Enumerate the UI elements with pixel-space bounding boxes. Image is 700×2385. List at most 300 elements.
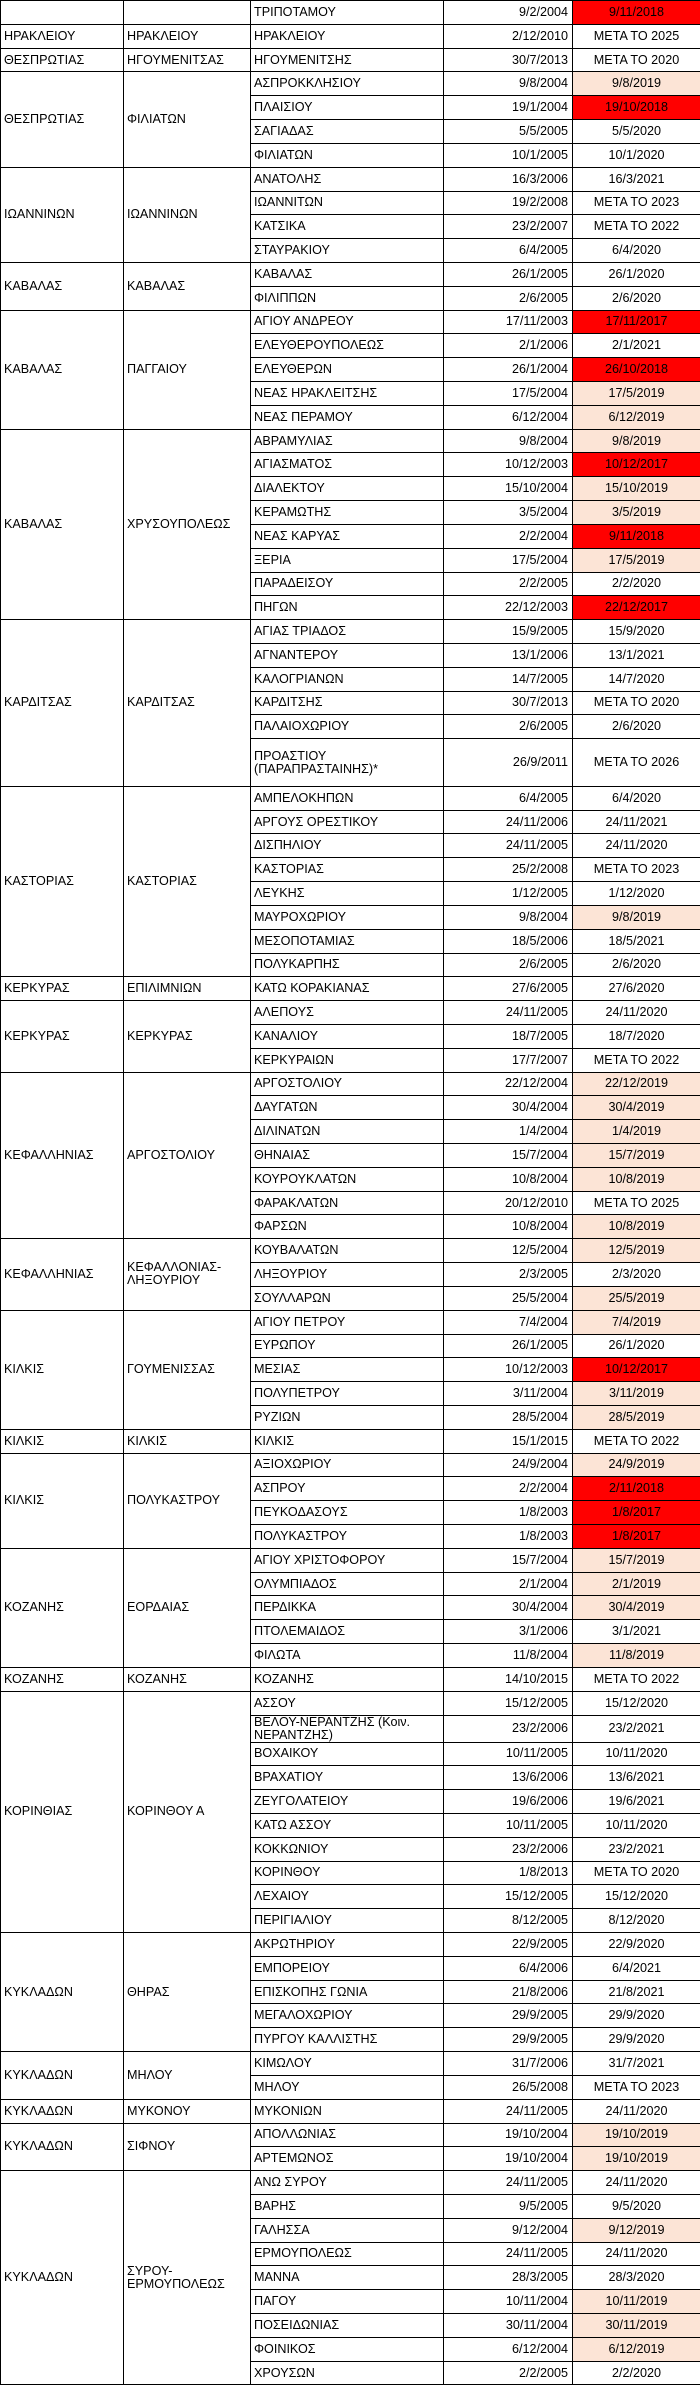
start-date-cell: 5/5/2005 xyxy=(444,120,573,144)
community-cell: ΚΙΜΩΛΟΥ xyxy=(251,2052,444,2076)
table-row xyxy=(1,1,700,25)
end-date-cell: 8/12/2020 xyxy=(573,1909,700,1933)
start-date-cell: 13/6/2006 xyxy=(444,1766,573,1790)
community-cell: ΚΑΡΔΙΤΣΗΣ xyxy=(251,691,444,715)
end-date-cell: 15/10/2019 xyxy=(573,477,700,501)
start-date-cell: 15/12/2005 xyxy=(444,1691,573,1715)
end-date-cell: 11/8/2019 xyxy=(573,1644,700,1668)
community-cell: ΑΓΙΟΥ ΠΕΤΡΟΥ xyxy=(251,1310,444,1334)
start-date-cell: 7/4/2004 xyxy=(444,1310,573,1334)
start-date-cell: 1/8/2003 xyxy=(444,1501,573,1525)
end-date-cell: 10/8/2019 xyxy=(573,1215,700,1239)
start-date-cell: 10/11/2005 xyxy=(444,1813,573,1837)
prefecture-cell: ΚΟΡΙΝΘΙΑΣ xyxy=(1,1691,124,1932)
start-date-cell: 24/11/2005 xyxy=(444,2171,573,2195)
table-row xyxy=(1,2123,700,2147)
start-date-cell: 2/6/2005 xyxy=(444,715,573,739)
prefecture-cell: ΚΑΡΔΙΤΣΑΣ xyxy=(1,620,124,787)
district-cell: ΜΗΛΟΥ xyxy=(124,2052,251,2100)
start-date-cell: 10/12/2003 xyxy=(444,453,573,477)
end-date-cell: 2/3/2020 xyxy=(573,1263,700,1287)
district-cell: ΚΑΒΑΛΑΣ xyxy=(124,262,251,310)
end-date-cell: ΜΕΤΑ ΤΟ 2020 xyxy=(573,1861,700,1885)
community-cell: ΦΙΛΙΑΤΩΝ xyxy=(251,143,444,167)
table-body xyxy=(1,1,700,2385)
start-date-cell: 30/4/2004 xyxy=(444,1596,573,1620)
end-date-cell: 6/4/2020 xyxy=(573,786,700,810)
end-date-cell: ΜΕΤΑ ΤΟ 2025 xyxy=(573,1191,700,1215)
end-date-cell: 6/12/2019 xyxy=(573,2337,700,2361)
start-date-cell: 2/6/2005 xyxy=(444,286,573,310)
community-cell: ΑΛΕΠΟΥΣ xyxy=(251,1001,444,1025)
start-date-cell: 2/3/2005 xyxy=(444,1263,573,1287)
start-date-cell: 22/9/2005 xyxy=(444,1933,573,1957)
community-cell: ΠΥΡΓΟΥ ΚΑΛΛΙΣΤΗΣ xyxy=(251,2028,444,2052)
community-cell: ΦΑΡΣΩΝ xyxy=(251,1215,444,1239)
start-date-cell: 15/7/2004 xyxy=(444,1144,573,1168)
start-date-cell: 1/12/2005 xyxy=(444,882,573,906)
end-date-cell: 22/9/2020 xyxy=(573,1933,700,1957)
district-cell: ΜΥΚΟΝΟΥ xyxy=(124,2099,251,2123)
community-cell: ΑΓΙΑΣ ΤΡΙΑΔΟΣ xyxy=(251,620,444,644)
start-date-cell: 6/12/2004 xyxy=(444,2337,573,2361)
end-date-cell: 1/12/2020 xyxy=(573,882,700,906)
district-cell: ΑΡΓΟΣΤΟΛΙΟΥ xyxy=(124,1072,251,1239)
prefecture-cell: ΚΕΡΚΥΡΑΣ xyxy=(1,1001,124,1072)
table-row xyxy=(1,429,700,453)
community-cell: ΗΡΑΚΛΕΙΟΥ xyxy=(251,24,444,48)
table-row xyxy=(1,72,700,96)
community-cell: ΔΙΣΠΗΛΙΟΥ xyxy=(251,834,444,858)
end-date-cell: 9/11/2018 xyxy=(573,524,700,548)
community-cell: ΑΣΠΡΟΥ xyxy=(251,1477,444,1501)
table-row xyxy=(1,1239,700,1263)
end-date-cell: 26/10/2018 xyxy=(573,358,700,382)
table-row xyxy=(1,1933,700,1957)
end-date-cell: 13/1/2021 xyxy=(573,643,700,667)
community-cell: ΑΚΡΩΤΗΡΙΟΥ xyxy=(251,1933,444,1957)
end-date-cell: 9/8/2019 xyxy=(573,72,700,96)
prefecture-cell: ΚΑΒΑΛΑΣ xyxy=(1,310,124,429)
community-cell: ΖΕΥΓΟΛΑΤΕΙΟΥ xyxy=(251,1790,444,1814)
start-date-cell: 3/5/2004 xyxy=(444,501,573,525)
end-date-cell: 16/3/2021 xyxy=(573,167,700,191)
end-date-cell: ΜΕΤΑ ΤΟ 2020 xyxy=(573,691,700,715)
start-date-cell: 2/2/2005 xyxy=(444,2361,573,2385)
start-date-cell: 25/2/2008 xyxy=(444,858,573,882)
community-cell: ΑΒΡΑΜΥΛΙΑΣ xyxy=(251,429,444,453)
prefecture-cell: ΘΕΣΠΡΩΤΙΑΣ xyxy=(1,48,124,72)
prefecture-cell: ΚΑΒΑΛΑΣ xyxy=(1,429,124,620)
community-cell: ΑΞΙΟΧΩΡΙΟΥ xyxy=(251,1453,444,1477)
end-date-cell: 13/6/2021 xyxy=(573,1766,700,1790)
start-date-cell: 19/10/2004 xyxy=(444,2123,573,2147)
start-date-cell: 19/10/2004 xyxy=(444,2147,573,2171)
end-date-cell: 22/12/2019 xyxy=(573,1072,700,1096)
district-cell: ΗΡΑΚΛΕΙΟΥ xyxy=(124,24,251,48)
end-date-cell: ΜΕΤΑ ΤΟ 2022 xyxy=(573,1048,700,1072)
prefecture-cell: ΚΑΣΤΟΡΙΑΣ xyxy=(1,786,124,977)
prefecture-cell: ΘΕΣΠΡΩΤΙΑΣ xyxy=(1,72,124,167)
community-cell: ΡΥΖΙΩΝ xyxy=(251,1405,444,1429)
district-cell: ΦΙΛΙΑΤΩΝ xyxy=(124,72,251,167)
community-cell: ΝΕΑΣ ΚΑΡΥΑΣ xyxy=(251,524,444,548)
prefecture-cell: ΚΙΛΚΙΣ xyxy=(1,1310,124,1429)
end-date-cell: 30/4/2019 xyxy=(573,1596,700,1620)
end-date-cell: 6/4/2020 xyxy=(573,239,700,263)
community-cell: ΑΠΟΛΛΩΝΙΑΣ xyxy=(251,2123,444,2147)
start-date-cell: 26/1/2005 xyxy=(444,1334,573,1358)
prefecture-cell: ΚΕΦΑΛΛΗΝΙΑΣ xyxy=(1,1239,124,1310)
start-date-cell: 3/11/2004 xyxy=(444,1382,573,1406)
start-date-cell: 30/7/2013 xyxy=(444,691,573,715)
start-date-cell: 2/1/2006 xyxy=(444,334,573,358)
end-date-cell: 17/5/2019 xyxy=(573,382,700,406)
community-cell: ΔΙΛΙΝΑΤΩΝ xyxy=(251,1120,444,1144)
community-cell: ΒΑΡΗΣ xyxy=(251,2194,444,2218)
end-date-cell: 19/10/2019 xyxy=(573,2123,700,2147)
end-date-cell: 24/11/2020 xyxy=(573,834,700,858)
end-date-cell: 2/6/2020 xyxy=(573,953,700,977)
start-date-cell: 19/1/2004 xyxy=(444,96,573,120)
community-cell: ΜΑΥΡΟΧΩΡΙΟΥ xyxy=(251,905,444,929)
end-date-cell: 2/11/2018 xyxy=(573,1477,700,1501)
community-cell: ΓΑΛΗΣΣΑ xyxy=(251,2218,444,2242)
prefecture-cell: ΚΥΚΛΑΔΩΝ xyxy=(1,2171,124,2385)
community-cell: ΕΠΙΣΚΟΠΗΣ ΓΩΝΙΑ xyxy=(251,1980,444,2004)
start-date-cell: 12/5/2004 xyxy=(444,1239,573,1263)
start-date-cell: 11/8/2004 xyxy=(444,1644,573,1668)
community-cell: ΑΓΙΟΥ ΧΡΙΣΤΟΦΟΡΟΥ xyxy=(251,1548,444,1572)
community-cell: ΚΕΡΑΜΩΤΗΣ xyxy=(251,501,444,525)
start-date-cell: 9/8/2004 xyxy=(444,905,573,929)
table-row xyxy=(1,977,700,1001)
end-date-cell: 15/9/2020 xyxy=(573,620,700,644)
community-cell: ΠΟΛΥΠΕΤΡΟΥ xyxy=(251,1382,444,1406)
community-cell: ΜΕΓΑΛΟΧΩΡΙΟΥ xyxy=(251,2004,444,2028)
start-date-cell: 17/7/2007 xyxy=(444,1048,573,1072)
end-date-cell: 15/7/2019 xyxy=(573,1144,700,1168)
community-cell: ΜΥΚΟΝΙΩΝ xyxy=(251,2099,444,2123)
community-cell: ΟΛΥΜΠΙΑΔΟΣ xyxy=(251,1572,444,1596)
end-date-cell: ΜΕΤΑ ΤΟ 2023 xyxy=(573,2075,700,2099)
community-cell: ΚΑΝΑΛΙΟΥ xyxy=(251,1024,444,1048)
start-date-cell: 24/11/2005 xyxy=(444,2242,573,2266)
start-date-cell: 17/11/2003 xyxy=(444,310,573,334)
start-date-cell: 10/12/2003 xyxy=(444,1358,573,1382)
end-date-cell: 23/2/2021 xyxy=(573,1715,700,1742)
start-date-cell: 19/2/2008 xyxy=(444,191,573,215)
community-cell: ΚΕΡΚΥΡΑΙΩΝ xyxy=(251,1048,444,1072)
end-date-cell: 2/2/2020 xyxy=(573,2361,700,2385)
table-row xyxy=(1,24,700,48)
community-cell: ΒΟΧΑΙΚΟΥ xyxy=(251,1742,444,1766)
end-date-cell: 17/11/2017 xyxy=(573,310,700,334)
community-cell: ΠΗΓΩΝ xyxy=(251,596,444,620)
start-date-cell: 8/12/2005 xyxy=(444,1909,573,1933)
start-date-cell: 29/9/2005 xyxy=(444,2028,573,2052)
end-date-cell: 25/5/2019 xyxy=(573,1286,700,1310)
end-date-cell: 26/1/2020 xyxy=(573,262,700,286)
table-row xyxy=(1,2171,700,2195)
prefecture-cell: ΚΥΚΛΑΔΩΝ xyxy=(1,2052,124,2100)
start-date-cell: 2/2/2004 xyxy=(444,524,573,548)
end-date-cell: 10/11/2019 xyxy=(573,2290,700,2314)
end-date-cell: 10/12/2017 xyxy=(573,1358,700,1382)
community-cell: ΠΑΛΑΙΟΧΩΡΙΟΥ xyxy=(251,715,444,739)
prefecture-cell: ΚΕΦΑΛΛΗΝΙΑΣ xyxy=(1,1072,124,1239)
table-row xyxy=(1,310,700,334)
start-date-cell: 22/12/2003 xyxy=(444,596,573,620)
start-date-cell: 26/1/2005 xyxy=(444,262,573,286)
district-cell: ΘΗΡΑΣ xyxy=(124,1933,251,2052)
end-date-cell: 30/4/2019 xyxy=(573,1096,700,1120)
community-cell: ΚΑΤΩ ΑΣΣΟΥ xyxy=(251,1813,444,1837)
community-cell: ΕΛΕΥΘΕΡΩΝ xyxy=(251,358,444,382)
community-cell: ΚΟΖΑΝΗΣ xyxy=(251,1667,444,1691)
start-date-cell: 17/5/2004 xyxy=(444,382,573,406)
start-date-cell: 20/12/2010 xyxy=(444,1191,573,1215)
community-cell: ΣΑΓΙΑΔΑΣ xyxy=(251,120,444,144)
start-date-cell: 2/6/2005 xyxy=(444,953,573,977)
end-date-cell: 5/5/2020 xyxy=(573,120,700,144)
community-cell: ΠΡΟΑΣΤΙΟΥ (ΠΑΡΑΠΡΑΣΤΑΙΝΗΣ)* xyxy=(251,739,444,787)
community-cell: ΔΑΥΓΑΤΩΝ xyxy=(251,1096,444,1120)
community-cell: ΑΝΩ ΣΥΡΟΥ xyxy=(251,2171,444,2195)
end-date-cell: 19/10/2018 xyxy=(573,96,700,120)
end-date-cell: ΜΕΤΑ ΤΟ 2022 xyxy=(573,1429,700,1453)
end-date-cell: ΜΕΤΑ ΤΟ 2025 xyxy=(573,24,700,48)
end-date-cell: 21/8/2021 xyxy=(573,1980,700,2004)
end-date-cell: 9/12/2019 xyxy=(573,2218,700,2242)
start-date-cell: 6/4/2005 xyxy=(444,786,573,810)
community-cell: ΑΓΝΑΝΤΕΡΟΥ xyxy=(251,643,444,667)
community-cell: ΜΗΛΟΥ xyxy=(251,2075,444,2099)
start-date-cell: 9/2/2004 xyxy=(444,1,573,25)
community-cell: ΠΕΡΙΓΙΑΛΙΟΥ xyxy=(251,1909,444,1933)
end-date-cell: 12/5/2019 xyxy=(573,1239,700,1263)
end-date-cell: 10/12/2017 xyxy=(573,453,700,477)
start-date-cell: 6/4/2006 xyxy=(444,1956,573,1980)
community-cell: ΝΕΑΣ ΠΕΡΑΜΟΥ xyxy=(251,405,444,429)
start-date-cell: 15/10/2004 xyxy=(444,477,573,501)
start-date-cell: 13/1/2006 xyxy=(444,643,573,667)
end-date-cell: 10/11/2020 xyxy=(573,1742,700,1766)
end-date-cell: ΜΕΤΑ ΤΟ 2022 xyxy=(573,1667,700,1691)
community-cell: ΠΤΟΛΕΜΑΙΔΟΣ xyxy=(251,1620,444,1644)
community-cell: ΚΑΤΣΙΚΑ xyxy=(251,215,444,239)
prefecture-cell: ΚΙΛΚΙΣ xyxy=(1,1453,124,1548)
community-cell: ΦΙΛΩΤΑ xyxy=(251,1644,444,1668)
community-cell: ΕΡΜΟΥΠΟΛΕΩΣ xyxy=(251,2242,444,2266)
start-date-cell: 9/8/2004 xyxy=(444,429,573,453)
district-cell: ΚΟΡΙΝΘΟΥ Α xyxy=(124,1691,251,1932)
community-cell: ΠΑΡΑΔΕΙΣΟΥ xyxy=(251,572,444,596)
community-cell: ΝΕΑΣ ΗΡΑΚΛΕΙΤΣΗΣ xyxy=(251,382,444,406)
community-cell: ΠΑΓΟΥ xyxy=(251,2290,444,2314)
start-date-cell: 23/2/2007 xyxy=(444,215,573,239)
district-cell: ΚΑΡΔΙΤΣΑΣ xyxy=(124,620,251,787)
end-date-cell: 1/8/2017 xyxy=(573,1525,700,1549)
community-cell: ΠΟΛΥΚΑΣΤΡΟΥ xyxy=(251,1525,444,1549)
end-date-cell: ΜΕΤΑ ΤΟ 2023 xyxy=(573,191,700,215)
community-cell: ΕΛΕΥΘΕΡΟΥΠΟΛΕΩΣ xyxy=(251,334,444,358)
end-date-cell: 31/7/2021 xyxy=(573,2052,700,2076)
start-date-cell: 1/4/2004 xyxy=(444,1120,573,1144)
start-date-cell: 15/9/2005 xyxy=(444,620,573,644)
community-cell: ΑΡΓΟΣΤΟΛΙΟΥ xyxy=(251,1072,444,1096)
start-date-cell: 24/11/2005 xyxy=(444,834,573,858)
table-row xyxy=(1,1548,700,1572)
end-date-cell: 22/12/2017 xyxy=(573,596,700,620)
start-date-cell: 28/5/2004 xyxy=(444,1405,573,1429)
community-cell: ΒΕΛΟΥ-ΝΕΡΑΝΤΖΗΣ (Κοιν. ΝΕΡΑΝΤΖΗΣ) xyxy=(251,1715,444,1742)
start-date-cell: 29/9/2005 xyxy=(444,2004,573,2028)
table-row xyxy=(1,1072,700,1096)
end-date-cell: 18/7/2020 xyxy=(573,1024,700,1048)
start-date-cell: 10/8/2004 xyxy=(444,1215,573,1239)
table-row xyxy=(1,1667,700,1691)
community-cell: ΚΟΡΙΝΘΟΥ xyxy=(251,1861,444,1885)
end-date-cell: 10/11/2020 xyxy=(573,1813,700,1837)
end-date-cell: 15/12/2020 xyxy=(573,1691,700,1715)
district-cell xyxy=(124,1,251,25)
start-date-cell: 24/11/2006 xyxy=(444,810,573,834)
end-date-cell: 14/7/2020 xyxy=(573,667,700,691)
start-date-cell: 2/12/2010 xyxy=(444,24,573,48)
community-cell: ΚΑΛΟΓΡΙΑΝΩΝ xyxy=(251,667,444,691)
community-cell: ΚΙΛΚΙΣ xyxy=(251,1429,444,1453)
table-row xyxy=(1,167,700,191)
end-date-cell: 19/10/2019 xyxy=(573,2147,700,2171)
start-date-cell: 15/12/2005 xyxy=(444,1885,573,1909)
community-cell: ΑΡΓΟΥΣ ΟΡΕΣΤΙΚΟΥ xyxy=(251,810,444,834)
community-cell: ΛΗΞΟΥΡΙΟΥ xyxy=(251,1263,444,1287)
prefecture-cell: ΚΙΛΚΙΣ xyxy=(1,1429,124,1453)
start-date-cell: 2/2/2005 xyxy=(444,572,573,596)
end-date-cell: 28/3/2020 xyxy=(573,2266,700,2290)
table-row xyxy=(1,262,700,286)
community-cell: ΠΛΑΙΣΙΟΥ xyxy=(251,96,444,120)
start-date-cell: 1/8/2003 xyxy=(444,1525,573,1549)
start-date-cell: 23/2/2006 xyxy=(444,1837,573,1861)
start-date-cell: 15/1/2015 xyxy=(444,1429,573,1453)
district-cell: ΠΟΛΥΚΑΣΤΡΟΥ xyxy=(124,1453,251,1548)
end-date-cell: 2/1/2019 xyxy=(573,1572,700,1596)
community-cell: ΚΟΚΚΩΝΙΟΥ xyxy=(251,1837,444,1861)
prefecture-cell xyxy=(1,1,124,25)
end-date-cell: ΜΕΤΑ ΤΟ 2022 xyxy=(573,215,700,239)
start-date-cell: 22/12/2004 xyxy=(444,1072,573,1096)
table-row xyxy=(1,1453,700,1477)
district-cell: ΚΕΦΑΛΛΟΝΙΑΣ-ΛΗΞΟΥΡΙΟΥ xyxy=(124,1239,251,1310)
community-cell: ΠΟΛΥΚΑΡΠΗΣ xyxy=(251,953,444,977)
prefecture-cell: ΗΡΑΚΛΕΙΟΥ xyxy=(1,24,124,48)
community-cell: ΠΟΣΕΙΔΩΝΙΑΣ xyxy=(251,2314,444,2338)
end-date-cell: 15/7/2019 xyxy=(573,1548,700,1572)
end-date-cell: 30/11/2019 xyxy=(573,2314,700,2338)
end-date-cell: 18/5/2021 xyxy=(573,929,700,953)
prefecture-cell: ΚΑΒΑΛΑΣ xyxy=(1,262,124,310)
end-date-cell: 3/1/2021 xyxy=(573,1620,700,1644)
table-row xyxy=(1,48,700,72)
district-cell: ΚΑΣΤΟΡΙΑΣ xyxy=(124,786,251,977)
end-date-cell: 2/2/2020 xyxy=(573,572,700,596)
district-cell: ΕΠΙΛΙΜΝΙΩΝ xyxy=(124,977,251,1001)
start-date-cell: 9/5/2005 xyxy=(444,2194,573,2218)
end-date-cell: 24/11/2020 xyxy=(573,1001,700,1025)
table-row xyxy=(1,2052,700,2076)
end-date-cell: 10/8/2019 xyxy=(573,1167,700,1191)
start-date-cell: 18/7/2005 xyxy=(444,1024,573,1048)
start-date-cell: 10/1/2005 xyxy=(444,143,573,167)
community-cell: ΞΕΡΙΑ xyxy=(251,548,444,572)
start-date-cell: 3/1/2006 xyxy=(444,1620,573,1644)
start-date-cell: 19/6/2006 xyxy=(444,1790,573,1814)
community-cell: ΕΜΠΟΡΕΙΟΥ xyxy=(251,1956,444,1980)
end-date-cell: 9/11/2018 xyxy=(573,1,700,25)
prefecture-cell: ΚΥΚΛΑΔΩΝ xyxy=(1,2123,124,2171)
district-cell: ΓΟΥΜΕΝΙΣΣΑΣ xyxy=(124,1310,251,1429)
community-cell: ΚΑΒΑΛΑΣ xyxy=(251,262,444,286)
start-date-cell: 10/11/2004 xyxy=(444,2290,573,2314)
district-cell: ΕΟΡΔΑΙΑΣ xyxy=(124,1548,251,1667)
end-date-cell: 3/5/2019 xyxy=(573,501,700,525)
end-date-cell: 24/9/2019 xyxy=(573,1453,700,1477)
community-cell: ΦΙΛΙΠΠΩΝ xyxy=(251,286,444,310)
community-cell: ΠΕΥΚΟΔΑΣΟΥΣ xyxy=(251,1501,444,1525)
end-date-cell: 23/2/2021 xyxy=(573,1837,700,1861)
community-cell: ΑΝΑΤΟΛΗΣ xyxy=(251,167,444,191)
start-date-cell: 6/12/2004 xyxy=(444,405,573,429)
community-cell: ΚΟΥΡΟΥΚΛΑΤΩΝ xyxy=(251,1167,444,1191)
start-date-cell: 21/8/2006 xyxy=(444,1980,573,2004)
end-date-cell: 9/8/2019 xyxy=(573,429,700,453)
start-date-cell: 30/7/2013 xyxy=(444,48,573,72)
end-date-cell: 24/11/2020 xyxy=(573,2099,700,2123)
community-cell: ΘΗΝΑΙΑΣ xyxy=(251,1144,444,1168)
end-date-cell: ΜΕΤΑ ΤΟ 2023 xyxy=(573,858,700,882)
community-cell: ΕΥΡΩΠΟΥ xyxy=(251,1334,444,1358)
community-cell: ΤΡΙΠΟΤΑΜΟΥ xyxy=(251,1,444,25)
community-cell: ΣΟΥΛΛΑΡΩΝ xyxy=(251,1286,444,1310)
district-cell: ΣΙΦΝΟΥ xyxy=(124,2123,251,2171)
district-cell: ΚΙΛΚΙΣ xyxy=(124,1429,251,1453)
table-row xyxy=(1,786,700,810)
start-date-cell: 15/7/2004 xyxy=(444,1548,573,1572)
end-date-cell: 10/1/2020 xyxy=(573,143,700,167)
start-date-cell: 9/8/2004 xyxy=(444,72,573,96)
district-cell: ΠΑΓΓΑΙΟΥ xyxy=(124,310,251,429)
district-cell: ΚΟΖΑΝΗΣ xyxy=(124,1667,251,1691)
district-cell: ΣΥΡΟΥ-ΕΡΜΟΥΠΟΛΕΩΣ xyxy=(124,2171,251,2385)
community-cell: ΚΑΣΤΟΡΙΑΣ xyxy=(251,858,444,882)
community-cell: ΑΣΣΟΥ xyxy=(251,1691,444,1715)
end-date-cell: 1/4/2019 xyxy=(573,1120,700,1144)
start-date-cell: 10/11/2005 xyxy=(444,1742,573,1766)
prefecture-cell: ΚΟΖΑΝΗΣ xyxy=(1,1548,124,1667)
district-cell: ΚΕΡΚΥΡΑΣ xyxy=(124,1001,251,1072)
start-date-cell: 25/5/2004 xyxy=(444,1286,573,1310)
community-cell: ΜΕΣΟΠΟΤΑΜΙΑΣ xyxy=(251,929,444,953)
community-cell: ΒΡΑΧΑΤΙΟΥ xyxy=(251,1766,444,1790)
start-date-cell: 30/11/2004 xyxy=(444,2314,573,2338)
start-date-cell: 9/12/2004 xyxy=(444,2218,573,2242)
end-date-cell: 7/4/2019 xyxy=(573,1310,700,1334)
end-date-cell: 28/5/2019 xyxy=(573,1405,700,1429)
start-date-cell: 18/5/2006 xyxy=(444,929,573,953)
end-date-cell: 2/6/2020 xyxy=(573,286,700,310)
